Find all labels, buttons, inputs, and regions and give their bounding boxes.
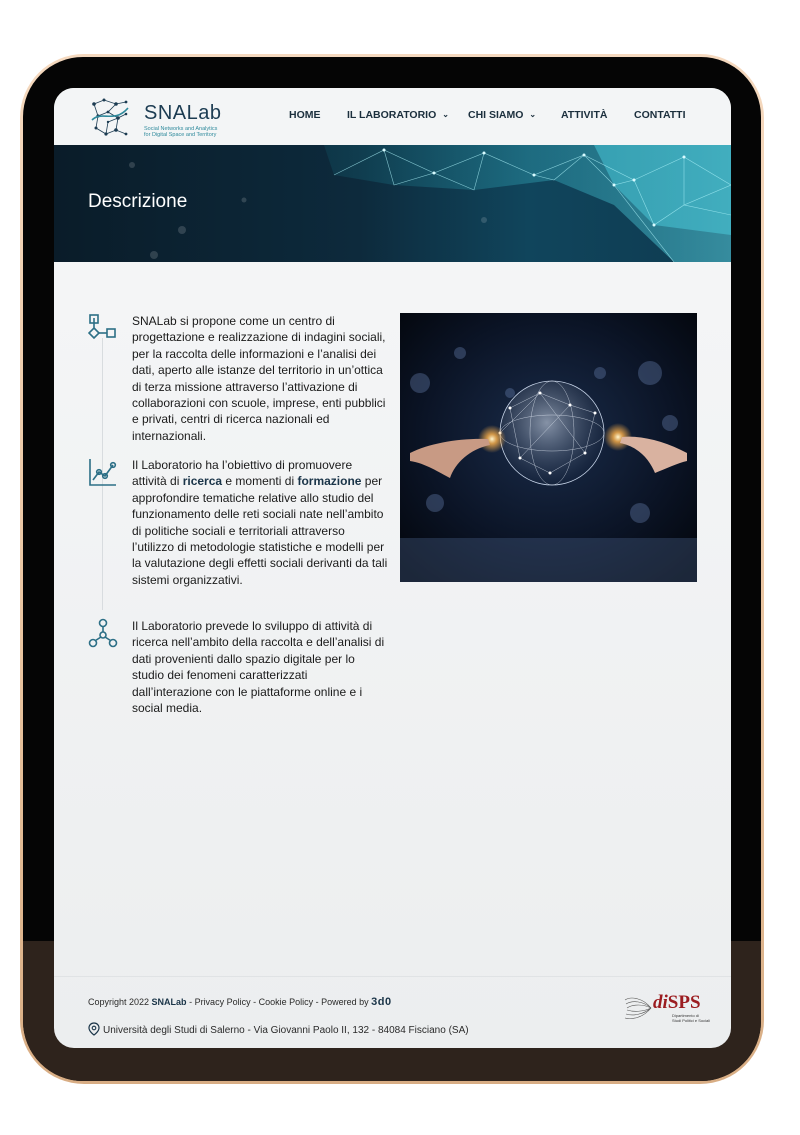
menu-item-label: HOME bbox=[289, 109, 321, 121]
workflow-icon bbox=[88, 313, 118, 343]
privacy-policy-link[interactable]: Privacy Policy bbox=[194, 997, 251, 1007]
feature-item bbox=[88, 313, 388, 443]
menu-item-label: CONTATTI bbox=[634, 109, 686, 121]
copyright-text: Copyright 2022 bbox=[88, 997, 152, 1007]
address-text: Università degli Studi di Salerno - Via Giovanni Paolo II, 132 - 84084 Fisciano (SA) bbox=[103, 1025, 469, 1036]
site-footer bbox=[88, 992, 711, 1040]
text-segment: per approfondire tematiche relative allo studio del funzionamento delle reti sociali nate nell’ambito di politiche sociali e territoriali attraverso l’utilizzo di metodologie statistiche e modelli per la valutazione degli effetti sociali derivanti da tali sistemi organizzativi. bbox=[132, 474, 388, 587]
browser-viewport bbox=[54, 88, 731, 1048]
disps-sub-line: Dipartimento di bbox=[672, 1013, 699, 1018]
page-title: Descrizione bbox=[88, 191, 188, 212]
logo-title: SNALab bbox=[144, 102, 222, 124]
text-segment: Il Laboratorio ha l’obiettivo di promuovere attività di bbox=[132, 458, 353, 489]
disps-subtitle bbox=[672, 1014, 710, 1023]
footer-address bbox=[88, 1022, 469, 1036]
network-icon bbox=[88, 618, 118, 648]
highlight-ricerca: ricerca bbox=[182, 474, 223, 489]
separator: - bbox=[186, 997, 195, 1007]
globe-illustration bbox=[400, 313, 697, 582]
feature-item bbox=[88, 457, 388, 597]
menu-item-contatti[interactable] bbox=[634, 109, 686, 121]
chevron-down-icon: ⌄ bbox=[442, 110, 449, 119]
disps-sub-line: Studi Politici e Sociali bbox=[672, 1017, 711, 1023]
globe-network-image bbox=[400, 313, 697, 582]
disps-logo[interactable] bbox=[623, 990, 715, 1026]
developer-logo-link[interactable]: 3d0 bbox=[371, 996, 392, 1008]
logo-subtitle: Social Networks and Analytics bbox=[144, 126, 218, 132]
menu-item-label: IL LABORATORIO bbox=[347, 109, 437, 121]
feature-text bbox=[132, 457, 388, 588]
menu-item-label: CHI SIAMO bbox=[468, 109, 524, 121]
location-pin-icon bbox=[88, 1022, 100, 1036]
disps-word: SPS bbox=[667, 992, 701, 1013]
disps-arcs-icon bbox=[623, 990, 653, 1026]
site-header bbox=[54, 88, 731, 145]
line-chart-icon bbox=[88, 457, 118, 487]
powered-by-text: - Powered by bbox=[313, 997, 372, 1007]
footer-divider bbox=[54, 976, 731, 977]
chevron-down-icon: ⌄ bbox=[529, 110, 537, 119]
logo-subtitle: for Digital Space and Territory bbox=[144, 132, 217, 138]
menu-item-label: ATTIVITÀ bbox=[561, 109, 608, 121]
menu-item-attivita[interactable] bbox=[561, 109, 607, 121]
menu-item-chi-siamo[interactable] bbox=[468, 109, 536, 121]
disps-wordmark bbox=[653, 992, 701, 1014]
footer-brand: SNALab bbox=[151, 997, 187, 1007]
feature-item bbox=[88, 618, 388, 716]
feature-text: Il Laboratorio prevede lo sviluppo di attività di ricerca nell’ambito della raccolta e dell’analisi di dati provenienti dallo spazio digitale per lo studio dei fenomeni caratterizzati dall’interazione con le piattaforme online e i social media. bbox=[132, 619, 385, 716]
highlight-formazione: formazione bbox=[297, 474, 362, 489]
menu-item-home[interactable] bbox=[289, 109, 321, 121]
cookie-policy-link[interactable]: Cookie Policy bbox=[258, 997, 314, 1007]
menu-item-il-laboratorio[interactable] bbox=[347, 109, 449, 121]
disps-prefix: di bbox=[653, 992, 668, 1013]
page-banner bbox=[54, 145, 731, 262]
separator: - bbox=[250, 997, 259, 1007]
copyright-line bbox=[88, 996, 392, 1008]
text-segment: e momenti di bbox=[222, 474, 298, 489]
main-menu bbox=[54, 109, 731, 125]
feature-text: SNALab si propone come un centro di progettazione e realizzazione di indagini sociali, per la raccolta delle informazioni e l’analisi dei dati, aperto alle istanze del territorio in un’ottica di terza missione attraverso l’attivazione di collaborazioni con scuole, imprese, enti pubblici e privati, centri di ricerca nazionali ed internazionali. bbox=[132, 314, 386, 443]
